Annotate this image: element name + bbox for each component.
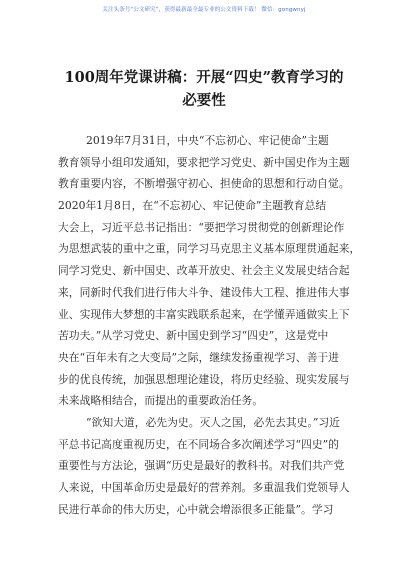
body-line: 来，同新时代我们进行伟大斗争、建设伟大工程、推进伟大事	[58, 285, 350, 299]
body-line: 教育重要内容，不断增强守初心、担使命的思想和行动自觉。	[58, 177, 350, 191]
document-title	[40, 66, 368, 112]
body-line: 业、实现伟大梦想的丰富实践联系起来，在学懂弄通做实上下	[58, 307, 350, 321]
promo-banner: 关注头条号“公文研究”，获得最新最全最专业的公文资料下载！ 微信：gongwnyj	[102, 7, 306, 13]
title-line: 必要性	[182, 92, 226, 109]
body-line: 未来战略相结合，而提出的重要政治任务。	[58, 394, 264, 408]
title-line: 100周年党课讲稿：开展“四史”教育学习的	[64, 69, 344, 86]
document-body	[58, 130, 364, 520]
body-line: 民进行革命的伟大历史，心中就会增添很多正能量”。学习	[58, 502, 334, 516]
body-line: 2019年7月31日，中央“不忘初心、牢记使命”主题	[86, 134, 329, 147]
body-line: 平总书记高度重视历史，在不同场合多次阐述学习“四史”的	[58, 437, 339, 451]
body-line: “欲知大道，必先为史。灭人之国，必先去其史。”习近	[86, 415, 340, 429]
body-line: 教育领导小组印发通知，要求把学习党史、新中国史作为主题	[58, 155, 350, 169]
body-line: 2020年1月8日，在“不忘初心、牢记使命”主题教育总结	[58, 199, 327, 213]
body-line: 为思想武装的重中之重，同学习马克思主义基本原理贯通起来，	[58, 242, 361, 256]
body-line: 大会上，习近平总书记指出：“要把学习贯彻党的创新理论作	[58, 220, 345, 234]
body-line: 重要性与方法论，强调“历史是最好的教科书。对我们共产党	[58, 459, 345, 473]
body-line: 步的优良传统，加强思想理论建设，将历史经验、现实发展与	[58, 372, 350, 386]
body-line: 同学习党史、新中国史、改革开放史、社会主义发展史结合起	[58, 264, 350, 278]
body-line: 央在“百年未有之大变局”之际，继续发扬重视学习、善于进	[58, 350, 339, 364]
body-line: 苦功夫。”从学习党史、新中国史到学习“四史”，这是党中	[58, 329, 329, 343]
body-line: 人来说，中国革命历史是最好的营养剂。多重温我们党领导人	[58, 481, 350, 494]
